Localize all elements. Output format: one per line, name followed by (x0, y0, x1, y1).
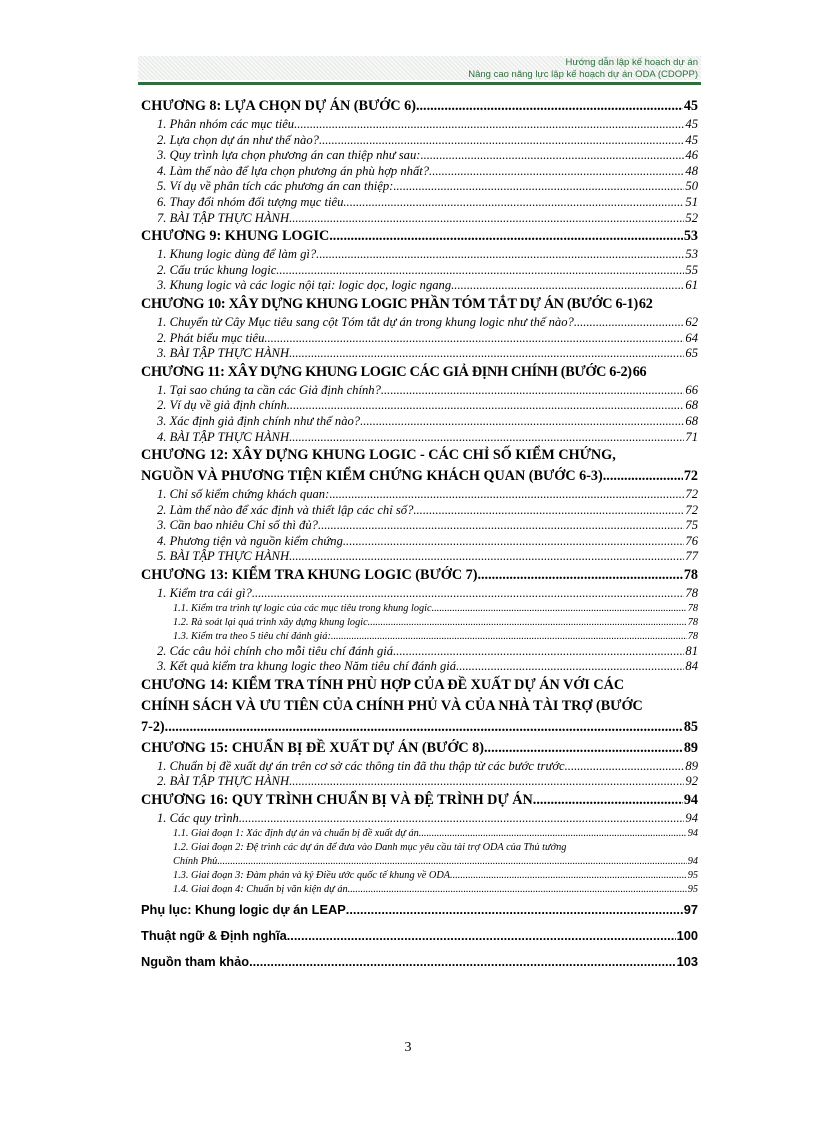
toc-item[interactable] (141, 315, 698, 331)
toc-entry-page: 64 (685, 330, 698, 345)
toc-entry-page: 97 (683, 901, 698, 917)
toc-entry-page: 81 (685, 643, 698, 658)
toc-entry-page: 62 (638, 295, 653, 312)
toc-entry-title: 1. Tại sao chúng ta cần các Giả định chính? (157, 382, 381, 397)
toc-entry-page: 94 (683, 792, 698, 809)
toc-subitem[interactable] (141, 602, 698, 616)
toc-item[interactable] (141, 148, 698, 164)
toc-item[interactable] (141, 211, 698, 227)
toc-entry-title: 2. Phát biểu mục tiêu (157, 330, 265, 345)
toc-entry-title: CHƯƠNG 12: XÂY DỰNG KHUNG LOGIC - CÁC CHỈ SỐ KIỂM CHỨNG, (141, 447, 616, 464)
toc-entry-title: CHƯƠNG 13: KIỂM TRA KHUNG LOGIC (BƯỚC 7) (141, 567, 478, 584)
toc-entry-title: 1.2. Rà soát lại quá trình xây dựng khung logic (173, 616, 368, 628)
toc-item[interactable] (141, 331, 698, 347)
toc-item[interactable] (141, 398, 698, 414)
toc-chapter-16[interactable] (141, 790, 698, 811)
toc-entry-title: 1.1. Kiểm tra trình tự logic của các mục tiêu trong khung logic (173, 602, 432, 614)
toc-entry-title: CHƯƠNG 11: XÂY DỰNG KHUNG LOGIC CÁC GIẢ ĐỊNH CHÍNH (BƯỚC 6-2) (141, 363, 632, 380)
toc-entry-title: 6. Thay đổi nhóm đối tượng mục tiêu (157, 194, 344, 209)
toc-item[interactable] (141, 534, 698, 550)
toc-entry-page: 51 (685, 194, 698, 209)
toc-entry-title: Phụ lục: Khung logic dự án LEAP (141, 901, 346, 917)
toc-appendix[interactable] (141, 899, 698, 920)
toc-entry-title: 1.3. Kiểm tra theo 5 tiêu chí đánh giá: (173, 630, 331, 642)
toc-entry-title: 3. Xác định giả định chính như thế nào? (157, 413, 361, 428)
toc-subitem[interactable] (141, 827, 698, 841)
toc-item[interactable] (141, 346, 698, 362)
toc-entry-title: Chính Phủ (173, 855, 218, 867)
toc-item[interactable] (141, 774, 698, 790)
toc-item[interactable] (141, 133, 698, 149)
toc-chapter-9[interactable] (141, 226, 698, 247)
toc-entry-title: 1.1. Giai đoạn 1: Xác định dự án và chuẩn bị đề xuất dự án (173, 827, 419, 839)
toc-entry-page: 78 (685, 586, 698, 601)
toc-entry-page: 76 (685, 533, 698, 548)
toc-entry-title: CHƯƠNG 10: XÂY DỰNG KHUNG LOGIC PHẦN TÓM TẮT DỰ ÁN (BƯỚC 6-1) (141, 295, 638, 312)
toc-entry-page: 94 (687, 855, 698, 867)
toc-item[interactable] (141, 644, 698, 660)
toc-entry-title: 1. Các quy trình (157, 811, 239, 826)
toc-entry-page: 71 (685, 429, 698, 444)
toc-entry-title: 2. BÀI TẬP THỰC HÀNH (157, 774, 290, 789)
toc-subitem-line-1[interactable] (141, 841, 698, 855)
toc-chapter-11[interactable] (141, 362, 698, 383)
toc-entry-title: 2. Ví dụ về giả định chính (157, 398, 287, 413)
table-of-contents (141, 96, 698, 972)
toc-entry-page: 72 (685, 502, 698, 517)
toc-entry-page: 78 (687, 630, 698, 642)
toc-entry-title: 1. Phân nhóm các mục tiêu (157, 117, 295, 131)
toc-item[interactable] (141, 263, 698, 279)
header-line-1: Hướng dẫn lập kế hoạch dự án (565, 57, 698, 68)
toc-entry-page: 55 (685, 262, 698, 277)
header-rule (138, 82, 701, 85)
toc-entry-title: 1.3. Giai đoạn 3: Đàm phán và ký Điều ước quốc tế khung về ODA (173, 869, 451, 881)
toc-chapter-13[interactable] (141, 565, 698, 586)
toc-entry-title: 3. Quy trình lựa chọn phương án can thiệp như sau: (157, 148, 421, 163)
toc-entry-title: 5. Ví dụ về phân tích các phương án can thiệp: (157, 179, 394, 194)
toc-entry-title: CHƯƠNG 9: KHUNG LOGIC (141, 228, 330, 245)
toc-subitem[interactable] (141, 883, 698, 897)
toc-entry-page: 89 (685, 758, 698, 773)
running-header (468, 57, 698, 80)
toc-entry-page: 45 (685, 117, 698, 131)
toc-entry-page: 68 (685, 398, 698, 413)
toc-item[interactable] (141, 195, 698, 211)
toc-entry-page: 68 (685, 413, 698, 428)
toc-item[interactable] (141, 487, 698, 503)
toc-entry-page: 89 (683, 739, 698, 756)
toc-entry-page: 53 (685, 247, 698, 262)
toc-chapter-14-line-2[interactable] (141, 696, 698, 717)
toc-entry-title: Nguồn tham khảo (141, 953, 250, 969)
toc-entry-title: 4. Phương tiện và nguồn kiểm chứng (157, 533, 343, 548)
toc-entry-page: 75 (685, 518, 698, 533)
toc-entry-page: 85 (683, 718, 698, 735)
toc-entry-page: 95 (687, 883, 698, 895)
toc-entry-title: CHƯƠNG 16: QUY TRÌNH CHUẨN BỊ VÀ ĐỆ TRÌNH DỰ ÁN (141, 792, 533, 809)
toc-entry-title: 2. Các câu hỏi chính cho mỗi tiêu chí đánh giá (157, 643, 394, 658)
toc-entry-title: 1. Chuyển từ Cây Mục tiêu sang cột Tóm tắt dự án trong khung logic như thế nào? (157, 314, 574, 329)
toc-entry-title: 2. Cấu trúc khung logic (157, 262, 277, 277)
toc-entry-page: 78 (687, 616, 698, 628)
toc-item[interactable] (141, 586, 698, 602)
toc-entry-title: 3. Khung logic và các logic nội tại: logic dọc, logic ngang (157, 278, 452, 293)
toc-entry-title: 1.4. Giai đoạn 4: Chuẩn bị văn kiện dự án (173, 883, 348, 895)
toc-entry-page: 65 (685, 346, 698, 361)
toc-entry-page: 66 (685, 382, 698, 397)
toc-entry-title: CHƯƠNG 8: LỰA CHỌN DỰ ÁN (BƯỚC 6) (141, 98, 416, 114)
toc-entry-title: CHÍNH SÁCH VÀ ƯU TIÊN CỦA CHÍNH PHỦ VÀ CỦA NHÀ TÀI TRỢ (BƯỚC (141, 697, 643, 714)
toc-item[interactable] (141, 759, 698, 775)
toc-glossary[interactable] (141, 925, 698, 946)
toc-item[interactable] (141, 430, 698, 446)
toc-entry-page: 66 (632, 363, 647, 380)
toc-item[interactable] (141, 164, 698, 180)
toc-entry-page: 95 (687, 869, 698, 881)
toc-entry-title: 1. Khung logic dùng để làm gì? (157, 247, 317, 262)
toc-item[interactable] (141, 278, 698, 294)
toc-entry-page: 46 (685, 148, 698, 163)
toc-entry-title: 7. BÀI TẬP THỰC HÀNH (157, 210, 290, 225)
toc-item[interactable] (141, 179, 698, 195)
toc-chapter-12-line-1[interactable] (141, 445, 698, 466)
toc-entry-page: 50 (685, 179, 698, 194)
toc-entry-title: 2. Làm thế nào để xác định và thiết lập các chỉ số? (157, 502, 414, 517)
toc-entry-title: 3. Kết quả kiểm tra khung logic theo Năm tiêu chí đánh giá (157, 659, 457, 674)
toc-entry-page: 72 (683, 468, 698, 485)
toc-chapter-15[interactable] (141, 738, 698, 759)
toc-entry-page: 72 (685, 487, 698, 502)
toc-entry-title: Thuật ngữ & Định nghĩa (141, 927, 287, 943)
toc-entry-title: 7-2) (141, 718, 165, 735)
toc-entry-page: 62 (685, 314, 698, 329)
toc-entry-title: 4. Làm thế nào để lựa chọn phương án phù hợp nhất? (157, 163, 430, 178)
toc-entry-page: 92 (685, 774, 698, 789)
toc-entry-page: 78 (683, 567, 698, 584)
toc-entry-title: NGUỒN VÀ PHƯƠNG TIỆN KIỂM CHỨNG KHÁCH QUAN (BƯỚC 6-3) (141, 468, 603, 485)
toc-item[interactable] (141, 659, 698, 675)
toc-chapter-12-line-2[interactable] (141, 466, 698, 487)
toc-entry-title: 1.2. Giai đoạn 2: Đệ trình các dự án để đưa vào Danh mục yêu cầu tài trợ ODA của Thủ tướng (173, 841, 567, 853)
toc-entry-page: 45 (685, 132, 698, 147)
toc-entry-title: 3. Cần bao nhiêu Chỉ số thì đủ? (157, 518, 318, 533)
toc-subitem[interactable] (141, 616, 698, 630)
toc-entry-title: 3. BÀI TẬP THỰC HÀNH (157, 346, 290, 361)
toc-entry-page: 48 (685, 163, 698, 178)
toc-entry-page: 45 (683, 98, 698, 114)
toc-entry-title: CHƯƠNG 15: CHUẨN BỊ ĐỀ XUẤT DỰ ÁN (BƯỚC 8) (141, 739, 484, 756)
toc-item[interactable] (141, 383, 698, 399)
toc-subitem[interactable] (141, 630, 698, 644)
toc-entry-title: CHƯƠNG 14: KIỂM TRA TÍNH PHÙ HỢP CỦA ĐỀ XUẤT DỰ ÁN VỚI CÁC (141, 676, 625, 693)
toc-entry-page: 94 (685, 811, 698, 826)
page-number: 3 (404, 1040, 412, 1055)
toc-item[interactable] (141, 811, 698, 827)
toc-item[interactable] (141, 549, 698, 565)
toc-item[interactable] (141, 414, 698, 430)
toc-entry-title: 2. Lựa chọn dự án như thế nào? (157, 132, 319, 147)
toc-entry-page: 77 (685, 549, 698, 564)
toc-references[interactable] (141, 951, 698, 972)
toc-entry-page: 53 (683, 228, 698, 245)
toc-item[interactable] (141, 503, 698, 519)
toc-entry-title: 4. BÀI TẬP THỰC HÀNH (157, 429, 290, 444)
toc-chapter-14-line-1[interactable] (141, 675, 698, 696)
toc-subitem-line-2[interactable] (141, 855, 698, 869)
toc-item[interactable] (141, 247, 698, 263)
toc-chapter-14-line-3[interactable] (141, 717, 698, 738)
toc-entry-title: 5. BÀI TẬP THỰC HÀNH (157, 549, 290, 564)
toc-entry-page: 84 (685, 659, 698, 674)
toc-entry-page: 61 (685, 278, 698, 293)
toc-entry-title: 1. Chuẩn bị đề xuất dự án trên cơ sở các thông tin đã thu thập từ các bước trước (157, 758, 565, 773)
toc-subitem[interactable] (141, 869, 698, 883)
toc-entry-page: 78 (687, 602, 698, 614)
toc-entry-title: 1. Kiểm tra cái gì? (157, 586, 252, 601)
header-line-2: Nâng cao năng lực lập kế hoạch dự án ODA (CDOPP) (468, 68, 698, 80)
toc-entry-page: 103 (676, 953, 698, 969)
toc-chapter-10[interactable] (141, 294, 698, 315)
toc-entry-page: 94 (687, 827, 698, 839)
toc-item[interactable] (141, 117, 698, 133)
toc-entry-page: 100 (676, 927, 698, 943)
toc-entry-page: 52 (685, 210, 698, 225)
toc-item[interactable] (141, 518, 698, 534)
toc-chapter-8[interactable] (141, 96, 698, 117)
toc-entry-title: 1. Chỉ số kiểm chứng khách quan: (157, 487, 330, 502)
